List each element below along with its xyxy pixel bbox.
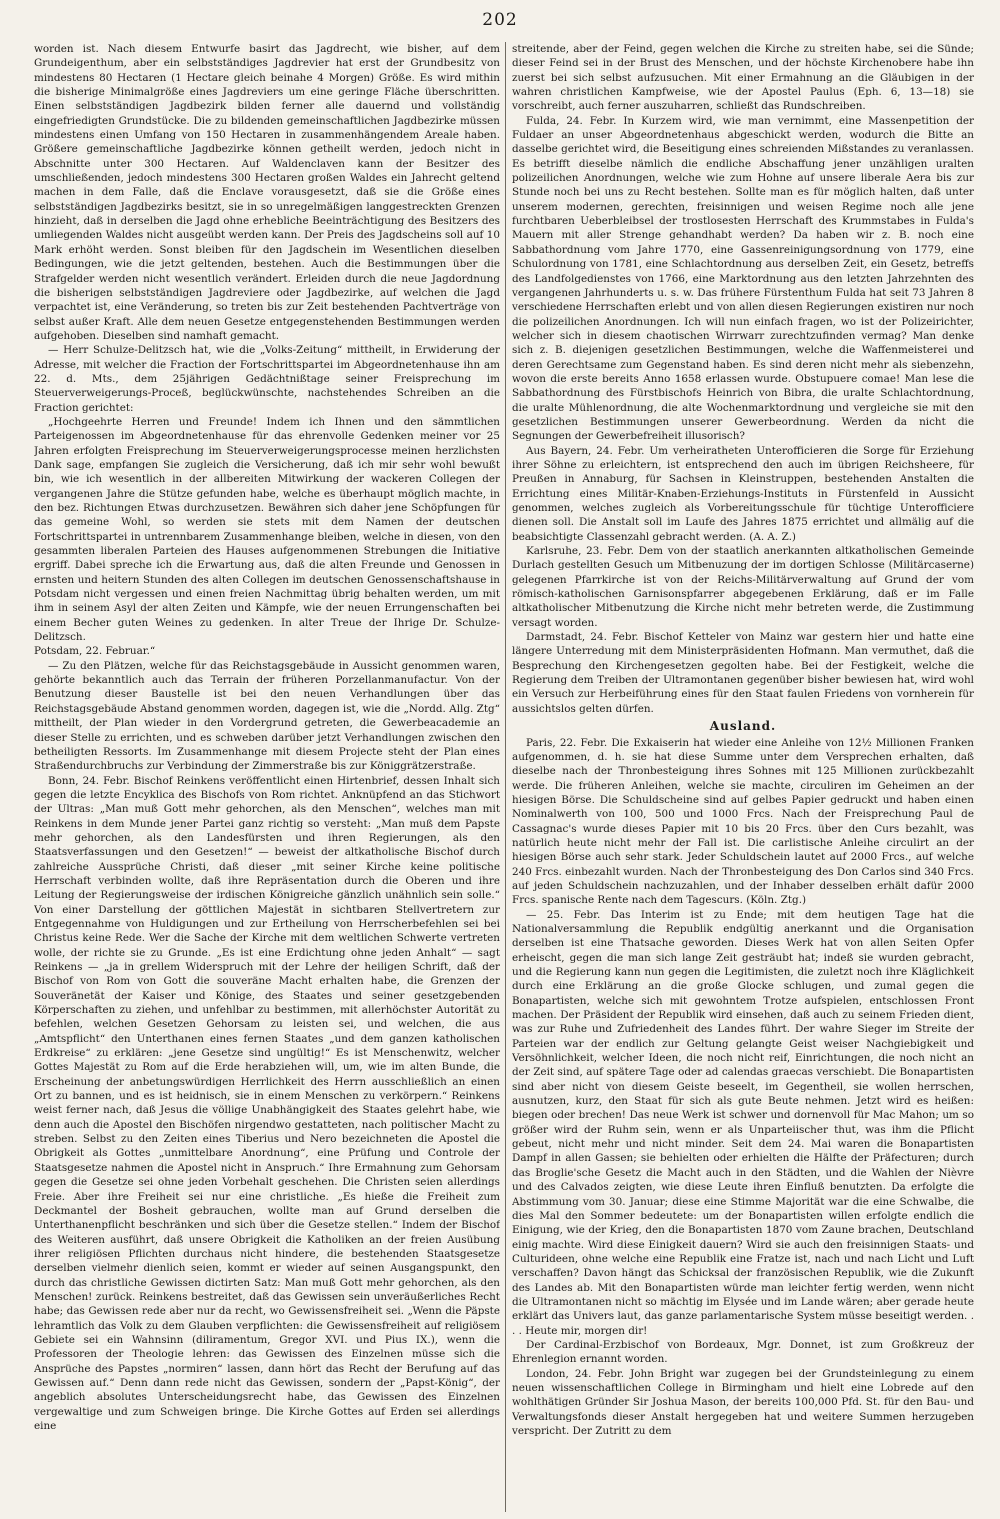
- article-karlsruhe: Karlsruhe, 23. Febr. Dem von der staatlich anerkannten altkatholischen Gemeinde Durlach gestellten Gesuch um Mitbenuzung der im dortigen Schlosse (Militärcaserne) gelegenen Pfarrkirche ist von der Reichs-Militärverwaltung auf Grund der vom römisch-katholischen Garnisonspfarrer abgegebenen Erklärung, daß er im Falle altkatholischer Mitbenutzung die Kirche nicht mehr betreten werde, die Zustimmung versagt worden.: [512, 545, 974, 629]
- section-heading-ausland: Ausland.: [709, 719, 777, 734]
- article-jagdrecht: worden ist. Nach diesem Entwurfe basirt das Jagdrecht, wie bisher, auf dem Grundeigenthum, aber ein selbstständiges Jagdrevier hat erst der Grundbesitz von mindestens 80 Hectaren (1 Hectare gleich beinahe 4 Morgen) Größe. Es wird mithin die bisherige Minimalgröße eines Jagdreviers um eine geringe Fläche überschritten. Einen selbstständigen Jagdbezirk bilden ferner alle dauernd und vollständig eingefriedigten Grundstücke. Die zu bildenden gemeinschaftlichen Jagdbezirke müssen mindestens einen Umfang von 150 Hectaren in zusammenhängendem Areale haben. Größere gemeinschaftliche Jagdbezirke können getheilt werden, jedoch nicht in Abschnitte unter 300 Hectaren. Auf Waldenclaven kann der Besitzer des umschließenden, jedoch mindestens 300 Hectaren großen Waldes ein Jahrecht geltend machen in dem Falle, daß die Enclave vorausgesetzt, daß sie die Größe eines selbstständigen Jagdbezirks besitzt, sie in so unregelmäßigen langgestreckten Grenzen hinzieht, daß in derselben die Jagd ohne erhebliche Beeinträchtigung des Besitzers des umliegenden Waldes nicht ausgeübt werden kann. Der Preis des Jagdscheins soll auf 10 Mark erhöht werden. Sonst bleiben für den Jagdschein im Wesentlichen dieselben Bedingungen, wie die jetzt geltenden, bestehen. Auch die Bestimmungen über die Strafgelder werden nicht wesentlich verändert. Erleiden durch die neue Jagdordnung die bisherigen selbstständigen Jagdreviere oder Jagdbezirke, auf welchen die Jagd verpachtet ist, eine Veränderung, so treten bis zur Zeit bestehenden Pachtverträge von selbst außer Kraft. Alle dem neuen Gesetze entgegenstehenden Bestimmungen werden aufgehoben. Dieselben sind namhaft gemacht.: [34, 43, 500, 342]
- article-fulda: Fulda, 24. Febr. In Kurzem wird, wie man vernimmt, eine Massenpetition der Fuldaer an unser Abgeordnetenhaus abgeschickt werden, wodurch die Bitte an dasselbe gerichtet wird, die Beseitigung eines schreienden Mißstandes zu veranlassen. Es betrifft dieselbe nämlich die endliche Abschaffung jener unzähligen uralten polizeilichen Anordnungen, welche wie zum Hohne auf unsere liberale Aera bis zur Stunde noch bei uns zu Recht bestehen. Sollte man es für möglich halten, daß unter unserem modernen, gerechten, freisinnigen und weisen Regime noch alle jene furchtbaren Ueberbleibsel der trostlosesten Herrschaft des Krummstabes in Fulda's Mauern mit aller Strenge gehandhabt werden? Da haben wir z. B. noch eine Sabbathordnung vom Jahre 1770, eine Gassenreinigungsordnung von 1779, eine Schulordnung von 1781, eine Schlachtordnung aus derselben Zeit, ein Gesetz, betreffs des Landfolgedienstes von 1766, eine Marktordnung aus den letzten Jahrzehnten des vergangenen Jahrhunderts u. s. w. Das frühere Fürstenthum Fulda hat seit 73 Jahren 8 verschiedene Herrschaften erlebt und von allen diesen Regierungen existiren nur noch die polizeilichen Anordnungen. Ich will nun einfach fragen, wo ist der Polizeirichter, welcher sich in diesem chaotischen Wirrwarr zurechtzufinden vermag? Man denke sich z. B. diejenigen gesetzlichen Bestimmungen, welche die Waffenmeisterei und deren Gerechtsame zum Gegenstand haben. Es sind deren nicht mehr als siebenzehn, wovon die erste bereits Anno 1658 erlassen wurde. Obstupuere comae! Man lese die Sabbathordnung des Fürstbischofs Heinrich von Bibra, die uralte Schlachtordnung, die uralte Mühlenordnung, die alte Wochenmarktordnung und vergleiche sie mit den gesetzlichen Bestimmungen unserer Gewerbeordnung. Werden da nicht die Segnungen der Gewerbefreiheit illusorisch?: [512, 114, 974, 443]
- article-bonn-reinkens: Bonn, 24. Febr. Bischof Reinkens veröffentlicht einen Hirtenbrief, dessen Inhalt sich gegen die letzte Encyklica des Bischofs von Rom richtet. Anknüpfend an das Stichwort der Ultras: „Man muß Gott mehr gehorchen, als den Menschen“, welches man mit Reinkens in dem Munde jener Partei ganz richtig so versteht: „Man muß dem Papste mehr gehorchen, als den Landesfürsten und ihren Regierungen, als den Staatsverfassungen und den Gesetzen!“ — beweist der altkatholische Bischof durch zahlreiche Aussprüche Christi, daß dieser „mit seiner Kirche keine politische Herrschaft verbinden wollte, daß ihre Repräsentation durch die Oberen und ihre Leitung der Regierungsweise der irdischen Königreiche gänzlich unähnlich sein solle.“ Von einer Darstellung der göttlichen Majestät in sichtbaren Stellvertretern zur Entgegennahme von Huldigungen und zur Ertheilung von Herrscherbefehlen sei bei Christus keine Rede. Wer die Sache der Kirche mit dem weltlichen Schwerte vertreten wolle, der richte sie zu Grunde. „Es ist eine Erdichtung ohne jeden Anhalt“ — sagt Reinkens — „ja in grellem Widerspruch mit der Lehre der heiligen Schrift, daß der Bischof von Rom von Gott die souveräne Macht erhalten habe, die Grenzen der Souveränetät der Kaiser und Könige, des Staates und seiner gesetzgebenden Körperschaften zu ziehen, und unfehlbar zu bestimmen, mit allerhöchster Autorität zu befehlen, welchen Gesetzen Gehorsam zu leisten sei, und welchen, die aus „Amtspflicht“ den Unterthanen eines fernen Staates „und dem ganzen katholischen Erdkreise“ zu erklären: „jene Gesetze sind ungültig!“ Es ist Menschenwitz, welcher Gottes Majestät zu Rom auf die Erde herabziehen will, um, wie im alten Bunde, die Erscheinung der anbetungswürdigen Herrlichkeit des Herrn ausschließlich an einen Ort zu bannen, und es ist heidnisch, sie in einem Menschen zu verkörpern.“ Reinkens weist ferner nach, daß Jesus die völlige Unabhängigkeit des Staates gelehrt habe, wie denn auch die Apostel den Bischöfen nirgendwo gestatteten, nach politischer Macht zu streben. Selbst zu den Zeiten eines Tiberius und Nero bezeichneten die Apostel die Obrigkeit als Gottes „unmittelbare Anordnung“, eine Prüfung und Controle der Staatsgesetze nahmen die Apostel nicht in Anspruch.“ Ihre Ermahnung zum Gehorsam gegen die Gesetze sei ohne jeden Vorbehalt geschehen. Die Christen seien allerdings Freie. Aber ihre Freiheit sei nur eine christliche. „Es hieße die Freiheit zum Deckmantel der Bosheit gebrauchen, wollte man auf Grund derselben die Unterthanenpflicht beschränken und sich über die Gesetze stellen.“ Indem der Bischof des Weiteren ausführt, daß unsere Obrigkeit die Katholiken an der freien Ausübung ihrer religiösen Pflichten durchaus nicht hindere, die bestehenden Staatsgesetze derselben vielmehr dienlich seien, kommt er wieder auf seinen Ausgangspunkt, den durch das christliche Gewissen dictirten Satz: Man muß Gott mehr gehorchen, als den Menschen! zurück. Reinkens bestreitet, daß das Gewissen sein unveräußerliches Recht habe; das Gewissen rede aber nur da recht, wo Gewissensfreiheit sei. „Wenn die Päpste lehramtlich das Volk zu dem Glauben verpflichten: die Gewissensfreiheit auf religiösem Gebiete sei ein Wahnsinn (diliramentum, Gregor XVI. und Pius IX.), wenn die Professoren der Theologie lehren: das Gewissen des Einzelnen müsse sich die Ansprüche des Papstes „normiren“ lassen, dann hört das Recht der Berufung auf das Gewissen auf.“ Denn dann rede nicht das Gewissen, sondern der „Papst-König“, der angeblich absolutes Unterscheidungsrecht habe, das Gewissen des Einzelnen vergewaltige und zum Schweigen bringe. Die Kirche Gottes auf Erden sei allerdings eine: [34, 774, 500, 1432]
- letter-signature-line: Potsdam, 22. Februar.“: [34, 645, 156, 658]
- article-bayern: Aus Bayern, 24. Febr. Um verheiratheten Unterofficieren die Sorge für Erziehung ihrer Söhne zu erleichtern, ist entsprechend den auch im übrigen Reichsheere, für Preußen in Annaburg, für Sachsen in Kleinstruppen, bestehenden Anstalten die Errichtung eines Militär-Knaben-Erziehungs-Instituts in Fürstenfeld in Aussicht genommen, welches zugleich als Vorbereitungsschule für tüchtige Unterofficiere dienen soll. Die Anstalt soll im Laufe des Jahres 1875 errichtet und allmälig auf die beabsichtigte Classenzahl gebracht werden. (A. A. Z.): [512, 444, 974, 543]
- article-paris-anleihe: Paris, 22. Febr. Die Exkaiserin hat wieder eine Anleihe von 12½ Millionen Franken aufgenommen, d. h. sie hat diese Summe unter dem Versprechen erhalten, daß dieselbe nach der Thronbesteigung ihres Sohnes mit 125 Millionen zurückbezahlt werde. Die früheren Anleihen, welche sie machte, circuliren im Geheimen an der hiesigen Börse. Die Schuldscheine sind auf gelbes Papier gedruckt und haben einen Nominalwerth von 100, 500 und 1000 Frcs. Nach der Freisprechung Paul de Cassagnac's wurde dieses Papier mit 10 bis 20 Frcs. über den Curs bezahlt, was natürlich heute nicht mehr der Fall ist. Die carlistische Anleihe circulirt an der hiesigen Börse auch sehr stark. Jeder Schuldschein lautet auf 2000 Frcs., auf welche 240 Frcs. einbezahlt wurden. Nach der Thronbesteigung des Don Carlos sind 340 Frcs. auf jeden Schuldschein nachzuzahlen, und der Inhaber desselben erhält dafür 2000 Frcs. spanische Rente nach dem Tagescurs. (Köln. Ztg.): [512, 736, 974, 907]
- letter-quote: „Hochgeehrte Herren und Freunde! Indem ich Ihnen und den sämmtlichen Parteigenossen im Abgeordnetenhause für das ehrenvolle Gedenken meiner vor 25 Jahren erfolgten Freisprechung im Steuerverweigerungsprocesse meinen herzlichsten Dank sage, empfangen Sie zugleich die Versicherung, daß ich mir sehr wohl bewußt bin, wie ich wesentlich in der allbereiten Mitwirkung der wackeren Collegen der vergangenen Jahre die Stütze gefunden habe, welche es überhaupt möglich machte, in den bez. Richtungen Etwas durchzusetzen. Bewähren sich daher jene Schöpfungen für das gemeine Wohl, so werden sie stets mit dem Namen der deutschen Fortschrittspartei in untrennbarem Zusammenhange bleiben, welche in diesen, von den gesammten liberalen Parteien des Hauses aufgenommenen Strebungen die Initiative ergriff. Dabei spreche ich die Erwartung aus, daß die alten Freunde und Genossen in ernsten und heitern Stunden des alten Collegen im deutschen Genossenschaftshause in Potsdam nicht vergessen und einen freien Nachmittag übrig behalten werden, um mit ihm in seinem Asyl der alten Zeiten und Kämpfe, wie der neuen Errungenschaften bei einem Becher guten Weines zu gedenken. In alter Treue der Ihrige Dr. Schulze-Delitzsch.: [34, 415, 500, 644]
- article-bonn-continuation: streitende, aber der Feind, gegen welchen die Kirche zu streiten habe, sei die Sünde; dieser Feind sei in der Brust des Menschen, und der höchste Kirchenobere habe ihn zuerst bei sich selbst aufzusuchen. Mit einer Ermahnung an die Gläubigen in der wahren christlichen Kampfweise, wie der Apostel Paulus (Eph. 6, 13—18) sie vorschreibt, auch ferner auszuharren, schließt das Rundschreiben.: [512, 43, 974, 113]
- article-paris-interim: — 25. Febr. Das Interim ist zu Ende; mit dem heutigen Tage hat die Nationalversammlung die Republik endgültig anerkannt und die Organisation derselben ist eine Thatsache geworden. Dieses Werk hat von allen Seiten Opfer erheischt, gegen die man sich lange Zeit gesträubt hat; indeß sie wurden gebracht, und die Regierung kann nun gegen die Legitimisten, die zuletzt noch ihre Kläglichkeit durch eine Erklärung an die große Glocke schlugen, und zumal gegen die Bonapartisten, welche sich mit gewohntem Trotze aufspielen, entschlossen Front machen. Der Präsident der Republik wird einsehen, daß auch zu seinem Frieden dient, was zur Ruhe und Zufriedenheit des Landes führt. Der wahre Sieger im Streite der Parteien war der endlich zur Geltung gelangte Geist weiser Nachgiebigkeit und Versöhnlichkeit, welcher Ideen, die noch nicht reif, Einrichtungen, die noch nicht an der Zeit sind, auf spätere Tage oder ad calendas graecas verschiebt. Die Bonapartisten sind aber nicht von diesem Geiste beseelt, im Gegentheil, sie wollen herrschen, ausnutzen, kurz, den Staat für sich als gute Beute nehmen. Jetzt wird es heißen: biegen oder brechen! Das neue Werk ist schwer und dornenvoll für Mac Mahon; um so größer wird der Ruhm sein, wenn er als Unparteiischer thut, was ihm die Pflicht gebeut, nicht mehr und nicht minder. Seit dem 24. Mai waren die Bonapartisten Dampf in allen Gassen; sie behielten oder erhielten die Hälfte der Präfecturen; durch das Broglie'sche Gesetz die Macht auch in den Städten, und die Wahlen der Nièvre und des Calvados zeigten, wie diese Leute ihren Einfluß benutzten. Da erfolgte die Abstimmung vom 30. Januar; diese eine Stimme Majorität war die eine Schwalbe, die dies Mal den Sommer bedeutete: um der Bonapartisten willen erfolgte endlich die Einigung, wie der Krieg, den die Bonapartisten 1870 vom Zaune brachen, Deutschland einig machte. Wird diese Einigkeit dauern? Wird sie auch den freisinnigen Staats- und Culturideen, ohne welche eine Republik eine Fratze ist, nach und nach Licht und Luft verschaffen? Davon hängt das Schicksal der französischen Republik, wie die Zukunft des Landes ab. Mit den Bonapartisten würde man leichter fertig werden, wenn nicht die Ultramontanen nicht so mächtig im Elysée und im Lande wären; aber gerade heute erklärt das Univers laut, das ganze parlamentarische System müsse beseitigt werden. . . . Heute mir, morgen dir!: [512, 908, 974, 1337]
- article-schulze-delitzsch: — Herr Schulze-Delitzsch hat, wie die „Volks-Zeitung“ mittheilt, in Erwiderung der Adresse, mit welcher die Fraction der Fortschrittspartei im Abgeordnetenhause ihn am 22. d. Mts., dem 25jährigen Gedächtnißtage seiner Freisprechung im Steuerverweigerungs-Proceß, beglückwünschte, nachstehendes Schreiben an die Fraction gerichtet:: [34, 344, 500, 414]
- right-column: [512, 42, 974, 1512]
- article-london: London, 24. Febr. John Bright war zugegen bei der Grundsteinlegung zu einem neuen wissenschaftlichen College in Birmingham und hielt eine Lobrede auf den wohlthätigen Gründer Sir Joshua Mason, der bereits 100,000 Pfd. St. für den Bau- und Verwaltungsfonds dieser Anstalt hergegeben hat und weitere Summen herzugeben verspricht. Der Zutritt zu dem: [512, 1367, 974, 1437]
- article-donnet: Der Cardinal-Erzbischof von Bordeaux, Mgr. Donnet, ist zum Großkreuz der Ehrenlegion ernannt worden.: [512, 1338, 974, 1366]
- left-column: [34, 42, 500, 1512]
- column-divider: [505, 42, 506, 1512]
- article-darmstadt: Darmstadt, 24. Febr. Bischof Ketteler von Mainz war gestern hier und hatte eine längere Unterredung mit dem Ministerpräsidenten Hofmann. Man vermuthet, daß die Besprechung den Kirchengesetzen gegolten habe. Bei der Festigkeit, welche die Regierung dem Treiben der Ultramontanen gegenüber bisher bewiesen hat, wird wohl ein Versuch zur Herbeiführung eines für den Staat faulen Friedens von vornherein für aussichtslos gelten dürfen.: [512, 631, 974, 715]
- page-number: 202: [482, 10, 518, 30]
- article-reichstagsgebaeude: — Zu den Plätzen, welche für das Reichstagsgebäude in Aussicht genommen waren, gehörte bekanntlich auch das Terrain der früheren Porzellanmanufactur. Von der Benutzung dieser Baustelle ist bei den neuen Verhandlungen über das Reichstagsgebäude Abstand genommen worden, dagegen ist, wie die „Nordd. Allg. Ztg“ mittheilt, der Plan wieder in den Vordergrund getreten, die Gewerbeacademie an dieser Stelle zu errichten, und es schweben darüber jetzt Verhandlungen zwischen den betheiligten Ressorts. Im Zusammenhange mit diesem Projecte steht der Plan eines Straßendurchbruchs zur Verbindung der Zimmerstraße bis zur Königgrätzerstraße.: [34, 659, 500, 773]
